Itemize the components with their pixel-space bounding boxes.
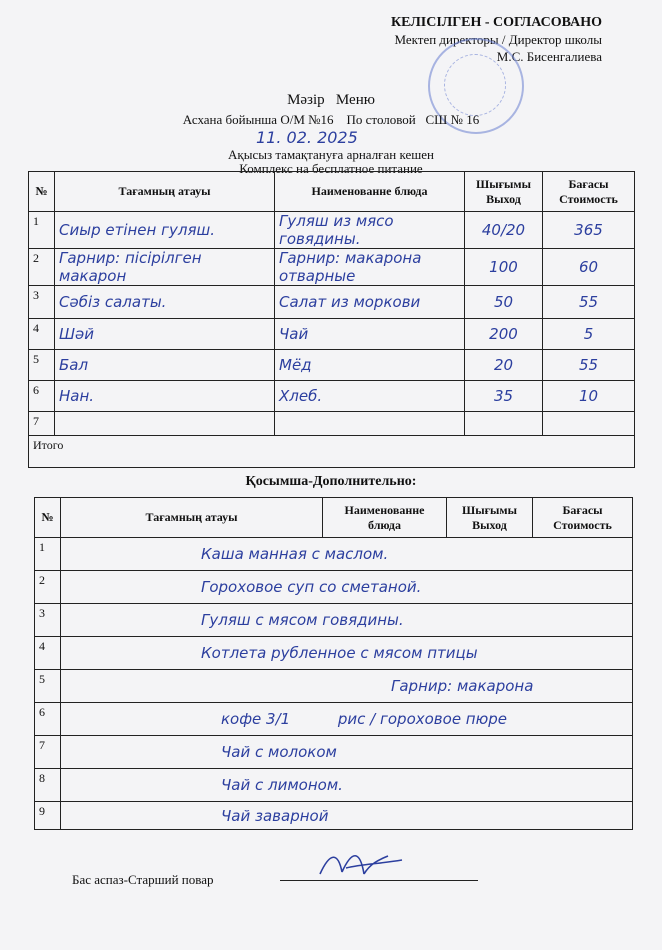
- dish-name-kz: Гарнир: пісірілген макарон: [55, 249, 275, 286]
- dish-name-ru: Гарнир: макарона отварные: [275, 249, 465, 286]
- row-number: 7: [29, 412, 55, 436]
- menu-title-kz: Мәзір: [287, 92, 325, 108]
- row-number: 6: [35, 703, 61, 736]
- dish-name-ru: Гуляш из мясо говядины.: [275, 212, 465, 249]
- menu-title: [0, 92, 662, 109]
- chef-label: Бас аспаз-Старший повар: [72, 872, 214, 887]
- extra-dish: Гарнир: макарона: [61, 670, 633, 703]
- dish-output: 200: [465, 319, 543, 350]
- header-number: №: [29, 172, 55, 212]
- row-number: 7: [35, 736, 61, 769]
- approval-title: КЕЛІСІЛГЕН - СОГЛАСОВАНО: [391, 15, 602, 30]
- dish-price: 10: [543, 381, 635, 412]
- dish-name-ru: [275, 412, 465, 436]
- table-row: [29, 212, 635, 249]
- total-label: Итого: [29, 436, 635, 468]
- header-output: Шығымы Выход: [465, 172, 543, 212]
- table-row: [29, 381, 635, 412]
- main-menu-table: [28, 171, 635, 468]
- extra-row: [35, 538, 633, 571]
- extra-section-title: Қосымша-Дополнительно:: [245, 474, 417, 489]
- extra-header-name-ru: Наименованне блюда: [323, 498, 447, 538]
- dish-output: 100: [465, 249, 543, 286]
- approval-position: Мектеп директоры / Директор школы: [394, 32, 602, 47]
- dish-name-kz: Шәй: [55, 319, 275, 350]
- extra-dish: Котлета рубленное с мясом птицы: [61, 637, 633, 670]
- row-number: 3: [35, 604, 61, 637]
- dish-name-ru: Мёд: [275, 350, 465, 381]
- dish-output: [465, 412, 543, 436]
- dish-output: 20: [465, 350, 543, 381]
- row-number: 3: [29, 286, 55, 319]
- dish-output: 50: [465, 286, 543, 319]
- dish-name-ru: Хлеб.: [275, 381, 465, 412]
- header-name-kz: Тағамның атауы: [55, 172, 275, 212]
- dish-name-ru: Салат из моркови: [275, 286, 465, 319]
- row-number: 1: [29, 212, 55, 249]
- dish-price: 60: [543, 249, 635, 286]
- approval-name: М.С. Бисенгалиева: [496, 49, 602, 64]
- chef-signature: [316, 846, 406, 882]
- extra-dish: Гуляш с мясом говядины.: [61, 604, 633, 637]
- extra-dish: Чай с лимоном.: [61, 769, 633, 802]
- dish-name-kz: [55, 412, 275, 436]
- extra-dish: кофе 3/1 рис / гороховое пюре: [61, 703, 633, 736]
- section1-kz: Ақысыз тамақтануға арналған кешен: [228, 147, 434, 162]
- row-number: 5: [29, 350, 55, 381]
- extra-row: [35, 802, 633, 830]
- row-number: 8: [35, 769, 61, 802]
- extra-dish: Каша манная с маслом.: [61, 538, 633, 571]
- row-number: 6: [29, 381, 55, 412]
- header-price: Бағасы Стоимость: [543, 172, 635, 212]
- dish-price: 55: [543, 286, 635, 319]
- total-row: [29, 436, 635, 468]
- extra-dish: Гороховое суп со сметаной.: [61, 571, 633, 604]
- dish-output: 40/20: [465, 212, 543, 249]
- menu-title-ru: Меню: [335, 92, 375, 108]
- table-row: [29, 319, 635, 350]
- dish-name-ru: Чай: [275, 319, 465, 350]
- extra-header-row: [35, 498, 633, 538]
- dish-name-kz: Сәбіз салаты.: [55, 286, 275, 319]
- extra-header-output: Шығымы Выход: [447, 498, 533, 538]
- row-number: 4: [29, 319, 55, 350]
- extra-row: [35, 670, 633, 703]
- extra-menu-table: [34, 497, 633, 830]
- dish-price: [543, 412, 635, 436]
- extra-dish: Чай заварной: [61, 802, 633, 830]
- extra-row: [35, 604, 633, 637]
- extra-row: [35, 571, 633, 604]
- dish-name-kz: Сиыр етінен гуляш.: [55, 212, 275, 249]
- dish-output: 35: [465, 381, 543, 412]
- table-row: [29, 249, 635, 286]
- row-number: 9: [35, 802, 61, 830]
- row-number: 5: [35, 670, 61, 703]
- extra-row: [35, 769, 633, 802]
- dish-name-kz: Бал: [55, 350, 275, 381]
- table-header-row: [29, 172, 635, 212]
- extra-row: [35, 703, 633, 736]
- table-row: [29, 412, 635, 436]
- extra-row: [35, 736, 633, 769]
- row-number: 1: [35, 538, 61, 571]
- row-number: 2: [35, 571, 61, 604]
- extra-dish: Чай с молоком: [61, 736, 633, 769]
- dish-name-kz: Нан.: [55, 381, 275, 412]
- extra-header-number: №: [35, 498, 61, 538]
- section1-ru: Комплекс на бесплатное питание: [239, 161, 423, 176]
- handwritten-date: 11. 02. 2025: [256, 128, 358, 147]
- dish-price: 5: [543, 319, 635, 350]
- extra-header-name-kz: Тағамның атауы: [61, 498, 323, 538]
- header-name-ru: Наименованне блюда: [275, 172, 465, 212]
- menu-subtitle: Асхана бойынша О/М №16 По столовой СШ № 16: [182, 112, 480, 127]
- extra-row: [35, 637, 633, 670]
- dish-price: 55: [543, 350, 635, 381]
- extra-header-price: Бағасы Стоимость: [533, 498, 633, 538]
- row-number: 4: [35, 637, 61, 670]
- table-row: [29, 350, 635, 381]
- row-number: 2: [29, 249, 55, 286]
- table-row: [29, 286, 635, 319]
- dish-price: 365: [543, 212, 635, 249]
